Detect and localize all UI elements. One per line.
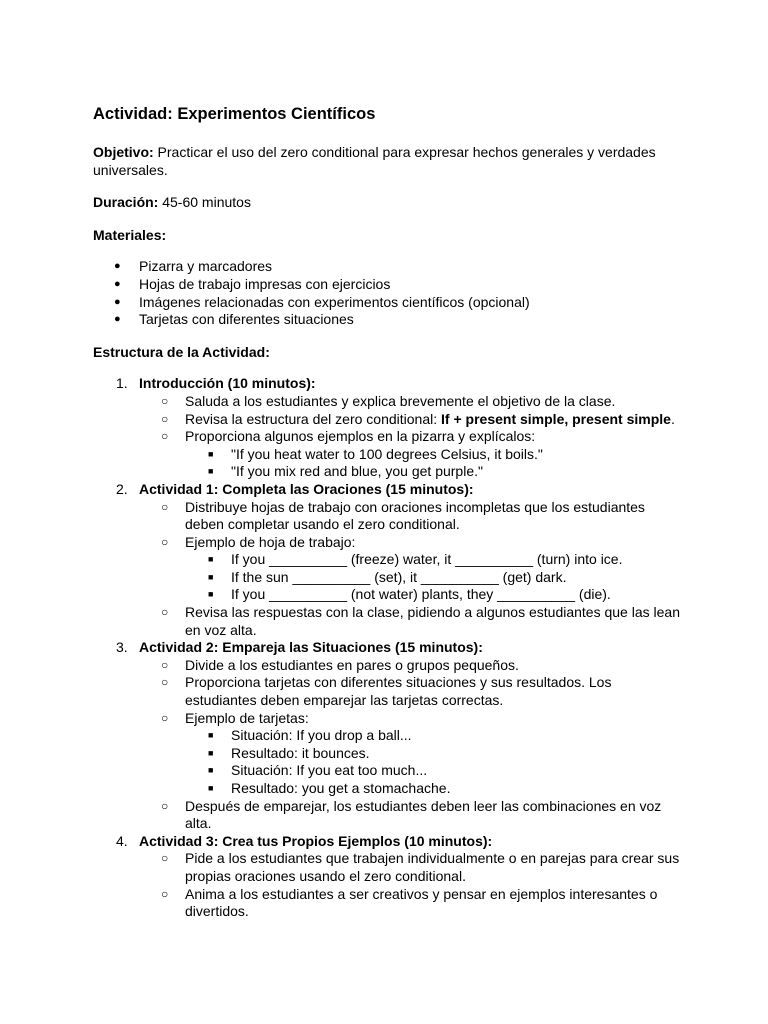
step-number: 1. [116,375,128,392]
step-item [139,886,683,921]
step-item [139,393,683,411]
step-item [139,850,683,885]
example-list [185,446,683,481]
step-item-bold-text: If + present simple, present simple [441,410,671,427]
example-item: ■ "If you mix red and blue, you get purple." [185,463,683,481]
step-item [139,657,683,675]
step-items-list [139,499,683,640]
step-number: 3. [116,639,128,656]
step-item-text: Después de emparejar, los estudiantes deben leer las combinaciones en voz alta. [185,797,662,832]
step-title: Actividad 1: Completa las Oraciones (15 minutos): [139,480,474,497]
step-item-text: Revisa la estructura del zero conditional: [185,410,442,427]
step-item-text: Ejemplo de tarjetas: [185,709,309,726]
example-item: ■ Resultado: you get a stomachache. [185,780,683,798]
step-title: Introducción (10 minutos): [139,375,316,392]
step-item [139,411,683,429]
step-item [139,604,683,639]
materials-heading: Materiales: [93,226,167,243]
example-item: ■ If the sun __________ (set), it __________ (get) dark. [185,569,683,587]
document-page [93,103,683,921]
step-item-text: Proporciona algunos ejemplos en la pizarra y explícalos: [185,428,536,445]
objective-label: Objetivo: [93,144,154,160]
structure-step [93,639,683,833]
materials-list-item: ● Pizarra y marcadores [93,258,683,276]
structure-steps-list [93,375,683,920]
step-item-text: Ejemplo de hoja de trabajo: [185,533,356,550]
example-list [185,727,683,797]
materials-list-item: ● Hojas de trabajo impresas con ejercicios [93,276,683,294]
step-item-text: Pide a los estudiantes que trabajen individualmente o en parejas para crear sus propias oraciones usando el zero conditional. [185,850,680,884]
step-number: 2. [116,480,128,497]
step-item-text: Anima a los estudiantes a ser creativos y pensar en ejemplos interesantes o divertidos. [185,885,658,920]
step-item-text-end: . [670,410,675,427]
materials-list-item: ● Imágenes relacionadas con experimentos científicos (opcional) [93,294,683,312]
example-item: ■ If you __________ (freeze) water, it __________ (turn) into ice. [185,551,683,569]
example-item: ■ "If you heat water to 100 degrees Celsius, it boils." [185,446,683,464]
structure-step [93,833,683,921]
step-title: Actividad 3: Crea tus Propios Ejemplos (10 minutos): [139,832,493,849]
step-item [139,499,683,534]
example-item: ■ Resultado: it bounces. [185,745,683,763]
structure-step [93,481,683,639]
duration-label: Duración: [93,194,159,211]
duration-paragraph [93,194,683,212]
objective-text: Practicar el uso del zero conditional para expresar hechos generales y verdades universales. [93,144,656,178]
materials-list-item: ● Tarjetas con diferentes situaciones [93,311,683,329]
step-items-list [139,850,683,920]
step-item-text: Revisa las respuestas con la clase, pidiendo a algunos estudiantes que las lean en voz alta. [185,604,680,638]
structure-heading: Estructura de la Actividad: [93,343,270,360]
example-list [185,551,683,604]
step-item [139,710,683,798]
example-item: ■ If you __________ (not water) plants, they __________ (die). [185,586,683,604]
step-items-list [139,393,683,481]
materials-list [93,258,683,328]
step-title: Actividad 2: Empareja las Situaciones (15 minutos): [139,639,483,656]
step-item-text: Saluda a los estudiantes y explica brevemente el objetivo de la clase. [185,392,616,409]
step-item-text: Distribuye hojas de trabajo con oraciones incompletas que los estudiantes deben completar usando el zero conditional. [185,498,645,533]
structure-step [93,375,683,481]
example-item: ■ Situación: If you drop a ball... [185,727,683,745]
objective-paragraph [93,144,683,179]
example-item: ■ Situación: If you eat too much... [185,762,683,780]
step-item-text: Proporciona tarjetas con diferentes situaciones y sus resultados. Los estudiantes deben emparejar las tarjetas correctas. [185,674,612,709]
step-item [139,674,683,709]
step-item [139,428,683,481]
step-items-list [139,657,683,833]
step-number: 4. [116,832,128,849]
step-item [139,534,683,604]
step-item-text: Divide a los estudiantes en pares o grupos pequeños. [185,656,519,673]
duration-text: 45-60 minutos [158,194,251,211]
step-item [139,798,683,833]
document-title: Actividad: Experimentos Científicos [93,105,376,123]
